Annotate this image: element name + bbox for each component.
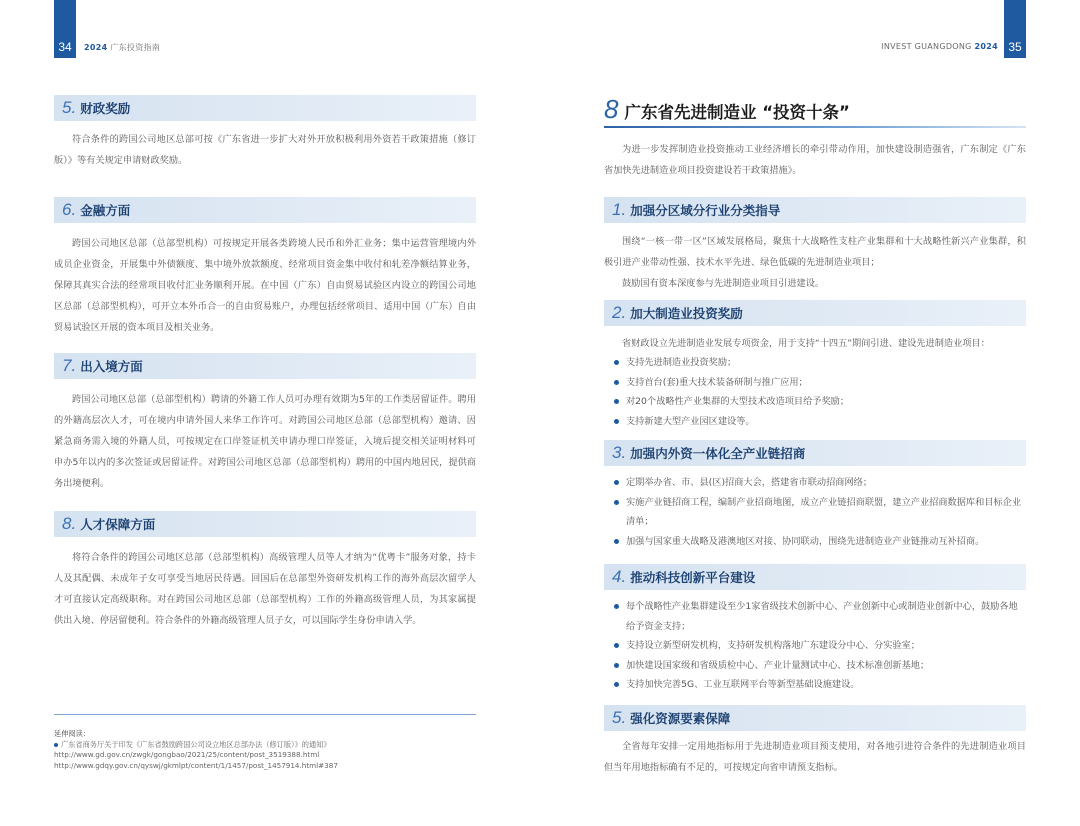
list-item: 对20个战略性产业集群的大型技术改造项目给予奖励； [612,392,1026,412]
right-section-1-body [604,231,1026,294]
right-running-header [880,42,998,51]
right-section-2-intro: 省财政设立先进制造业发展专项资金，用于支持“十四五”期间引进、建设先进制造业项目： [622,338,990,349]
left-section-8-body: 将符合条件的跨国公司地区总部（总部型机构）高级管理人员等人才纳为“优粤卡”服务对象，持卡人及其配偶、未成年子女可享受当地居民待遇。回国后在总部型外资研发机构工作的海外高层次留学人才可直接认定高级职称。对在跨国公司地区总部（总部型机构）工作的外籍高级管理人员，为其家属提供出入境、停居留便利。符合条件的外籍高级管理人员子女，可以国际学生身份申请入学。 [54,552,476,626]
list-item: 支持先进制造业投资奖励； [612,353,1026,373]
bullet-icon [614,399,619,404]
left-section-6-body: 跨国公司地区总部（总部型机构）可按规定开展各类跨境人民币和外汇业务；集中运营管理境内外成员企业资金，开展集中外债额度、集中境外放款额度、经常项目资金集中收付和轧差净额结算业务，保障其真实合法的经常项目收付汇业务顺利开展。在中国（广东）自由贸易试验区内设立的跨国公司地区总部（总部型机构），可开立本外币合一的自由贸易账户，办理包括经常项目、适用中国（广东）自由贸易试验区开展的资本项目及相关业务。 [54,238,476,333]
right-section-3-header [604,440,1026,466]
right-header-title: INVEST GUANGDONG [881,42,972,51]
section-number: 2. [612,303,627,322]
section-title: 出入境方面 [80,359,143,374]
further-reading [54,714,476,771]
left-section-5-body: 符合条件的跨国公司地区总部可按《广东省进一步扩大对外开放积极利用外资若干政策措施（修订版）》等有关规定申请财政奖励。 [54,134,476,166]
bullet-icon [614,360,619,365]
section-title: 加大制造业投资奖励 [630,306,743,321]
section-number: 1. [612,200,627,219]
chapter-intro: 为进一步发挥制造业投资推动工业经济增长的牵引带动作用，加快建设制造强省，广东制定《广东省加快先进制造业项目投资建设若干政策措施》。 [604,144,1026,176]
left-section-7-header [54,353,476,379]
further-reading-link-2[interactable]: http://www.gdqy.gov.cn/qyswj/gkmlpt/content/1/1457/post_1457914.html#387 [54,760,338,770]
further-reading-label: 延伸阅读： [54,729,90,738]
section-number: 4. [612,567,627,586]
further-reading-link-1[interactable]: http://www.gd.gov.cn/zwgk/gongbao/2021/25/content/post_3519388.html [54,750,320,759]
right-section-2-header [604,300,1026,326]
section-number: 5. [612,708,627,727]
left-section-6-header [54,197,476,223]
left-header-year: 2024 [84,43,108,52]
left-header-title: 广东投资指南 [110,43,161,52]
paragraph: 围绕“一核一带一区”区域发展格局，聚焦十大战略性支柱产业集群和十大战略性新兴产业集群，积极引进产业带动性强、技术水平先进、绿色低碳的先进制造业项目； [604,236,1026,268]
bullet-icon [614,419,619,424]
list-item: 支持加快完善5G、工业互联网平台等新型基础设施建设。 [612,675,1026,695]
section-title: 财政奖励 [80,101,131,116]
list-item: 支持首台(套)重大技术装备研制与推广应用； [612,373,1026,393]
left-running-header [84,42,160,53]
section-number: 6. [62,200,77,219]
title-underline [604,126,1026,128]
bullet-icon [614,604,619,609]
bullet-icon [614,643,619,648]
right-header-year: 2024 [974,42,998,51]
bullet-icon [614,682,619,687]
chapter-title-text: 广东省先进制造业 “投资十条” [624,103,850,122]
left-section-7-body: 跨国公司地区总部（总部型机构）聘请的外籍工作人员可办理有效期为5年的工作类居留证件。聘用的外籍高层次人才，可在境内申请外国人来华工作许可。对跨国公司地区总部（总部型机构）邀请、因紧急商务需入境的外籍人员，可按规定在口岸签证机关申请办理口岸签证，入境后提交相关证明材料可申办5年以内的多次签证或居留证件。对跨国公司地区总部（总部型机构）聘用的中国内地居民，提供商务出境便利。 [54,394,476,489]
section-title: 人才保障方面 [80,517,156,532]
section-title: 加强分区域分行业分类指导 [630,203,781,218]
right-section-1-header [604,197,1026,223]
list-item: 定期举办省、市、县(区)招商大会，搭建省市联动招商网络； [612,473,1026,493]
section-title: 强化资源要素保障 [630,711,731,726]
section-title: 加强内外资一体化全产业链招商 [630,446,806,461]
right-section-4-header [604,564,1026,590]
list-item: 支持设立新型研发机构，支持研发机构落地广东建设分中心、分实验室； [612,636,1026,656]
left-page-number: 34 [58,40,72,54]
list-item: 加强与国家重大战略及港澳地区对接、协同联动，围绕先进制造业产业链推动互补招商。 [612,532,1026,552]
list-item: 加快建设国家级和省级质检中心、产业计量测试中心、技术标准创新基地； [612,656,1026,676]
left-section-8-header [54,511,476,537]
further-reading-item [54,740,476,751]
section-number: 3. [612,443,627,462]
bullet-icon [54,743,58,747]
bullet-icon [614,663,619,668]
right-page-number: 35 [1008,40,1022,54]
list-item: 支持新建大型产业园区建设等。 [612,412,1026,432]
bullet-icon [614,500,619,505]
right-section-4-list [612,597,1026,695]
bullet-icon [614,480,619,485]
section-title: 推动科技创新平台建设 [630,570,756,585]
chapter-title [604,94,850,125]
right-section-5-body: 全省每年安排一定用地指标用于先进制造业项目预支使用，对各地引进符合条件的先进制造业项目但当年用地指标确有不足的，可按规定向省申请预支指标。 [604,741,1026,773]
section-title: 金融方面 [80,203,131,218]
further-reading-title: 广东省商务厅关于印发《广东省鼓励跨国公司设立地区总部办法（修订版）》的通知》 [61,739,331,749]
section-number: 5. [62,98,77,117]
left-section-5-header [54,95,476,121]
section-number: 7. [62,356,77,375]
section-number: 8. [62,514,77,533]
bullet-icon [614,539,619,544]
right-section-2-list [612,353,1026,431]
right-section-5-header [604,705,1026,731]
chapter-number: 8 [604,94,619,124]
paragraph: 鼓励国有资本深度参与先进制造业项目引进建设。 [622,278,825,289]
bullet-icon [614,380,619,385]
list-item: 每个战略性产业集群建设至少1家省级技术创新中心、产业创新中心或制造业创新中心，鼓励各地给予资金支持； [612,597,1026,636]
right-section-3-list [612,473,1026,551]
list-item: 实施产业链招商工程，编制产业招商地图，成立产业链招商联盟，建立产业招商数据库和目标企业清单； [612,493,1026,532]
